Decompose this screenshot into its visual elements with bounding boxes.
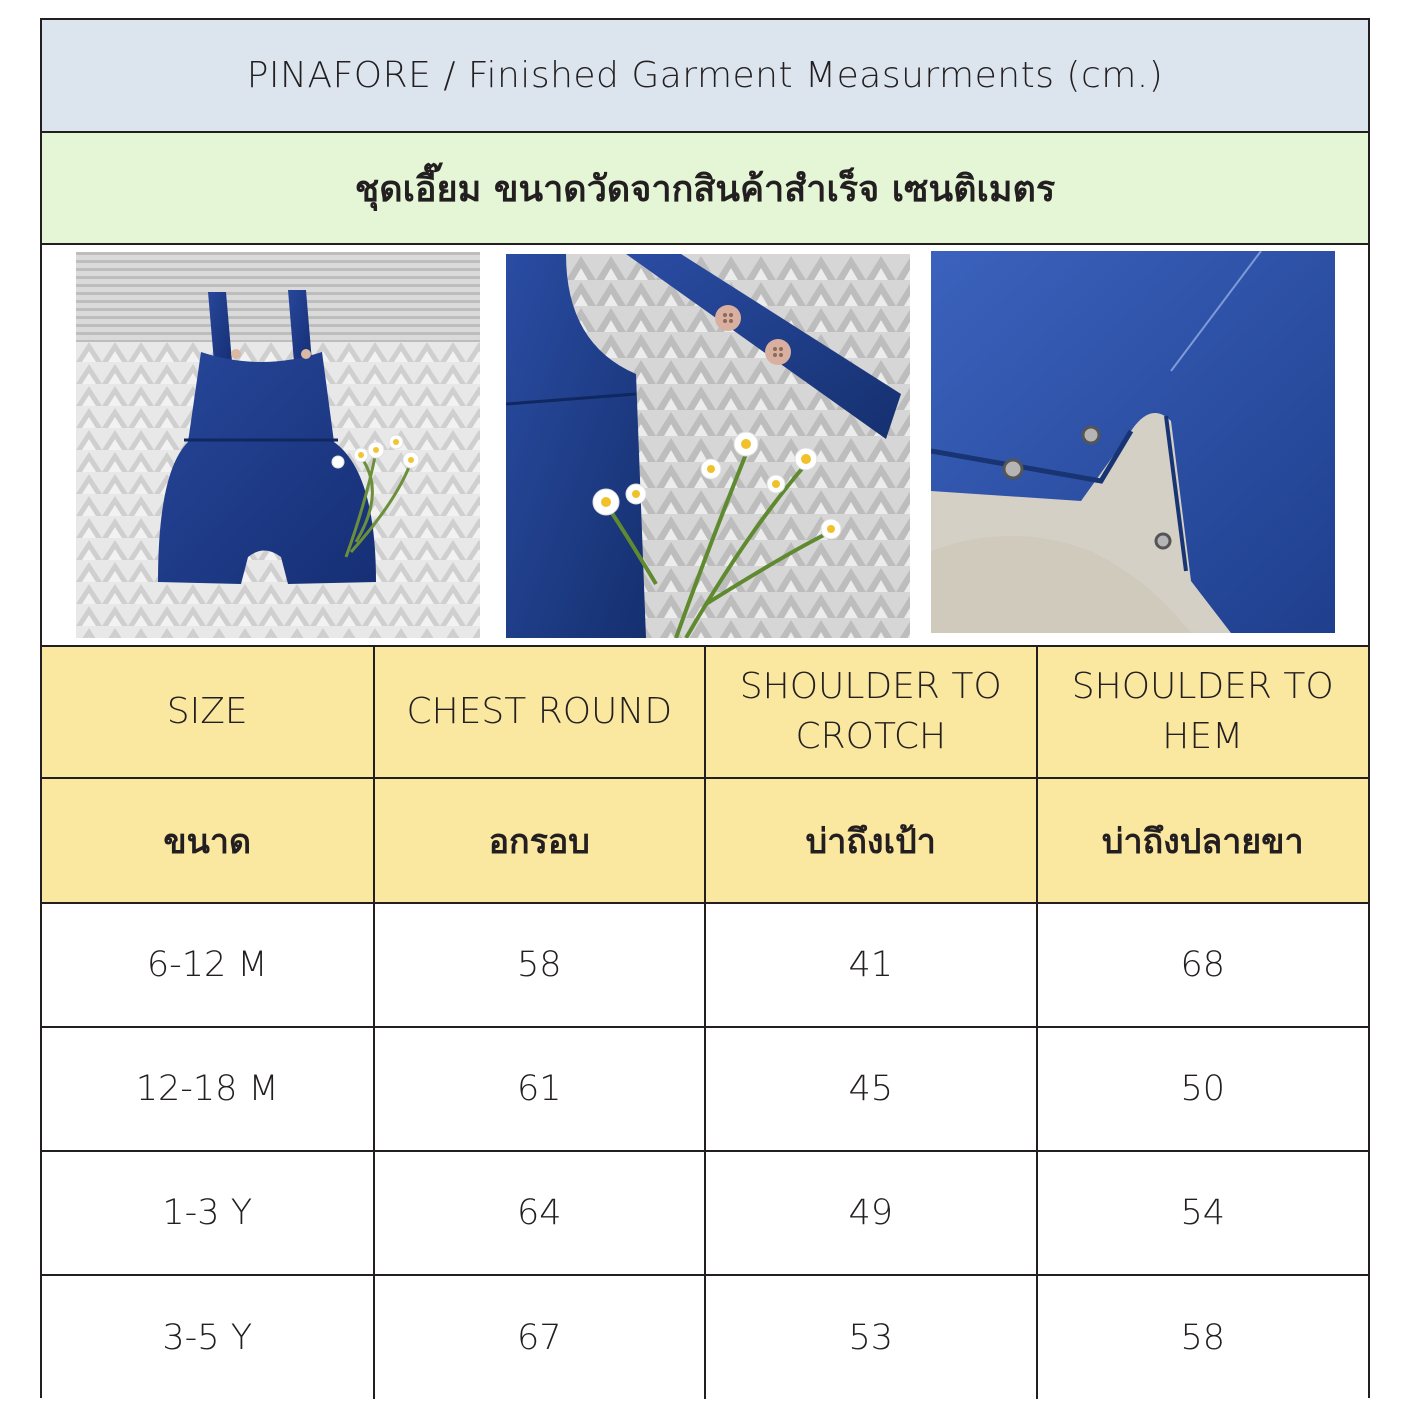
chest-round-cell: 58 xyxy=(374,903,706,1027)
overalls-strap-buttons-photo xyxy=(506,254,910,638)
column-header-size-thai: ขนาด xyxy=(42,778,374,903)
column-header-shoulder-to-crotch-thai: บ่าถึงเป้า xyxy=(705,778,1037,903)
title-thai: ชุดเอี๊ยม ขนาดวัดจากสินค้าสำเร็จ เซนติเมตร xyxy=(42,133,1368,245)
size-cell: 6-12 M xyxy=(42,903,374,1027)
shoulder-to-crotch-cell: 45 xyxy=(705,1027,1037,1151)
size-cell: 12-18 M xyxy=(42,1027,374,1151)
column-header-chest-round: CHEST ROUND xyxy=(374,646,706,778)
shoulder-to-hem-cell: 54 xyxy=(1037,1151,1369,1275)
column-header-shoulder-to-hem-thai: บ่าถึงปลายขา xyxy=(1037,778,1369,903)
product-photos xyxy=(42,245,1368,645)
size-chart xyxy=(40,18,1370,1398)
column-header-shoulder-to-hem: SHOULDER TO HEM xyxy=(1037,646,1369,778)
chest-round-cell: 61 xyxy=(374,1027,706,1151)
table-row xyxy=(42,1027,1368,1151)
chest-round-cell: 64 xyxy=(374,1151,706,1275)
shoulder-to-crotch-cell: 41 xyxy=(705,903,1037,1027)
table-row xyxy=(42,903,1368,1027)
title-english: PINAFORE / Finished Garment Measurments (cm.) xyxy=(42,20,1368,133)
measurement-table xyxy=(42,645,1368,1399)
header-row-english xyxy=(42,646,1368,778)
shoulder-to-hem-cell: 58 xyxy=(1037,1275,1369,1399)
size-cell: 3-5 Y xyxy=(42,1275,374,1399)
column-header-size: SIZE xyxy=(42,646,374,778)
column-header-shoulder-to-crotch: SHOULDER TO CROTCH xyxy=(705,646,1037,778)
header-row-thai xyxy=(42,778,1368,903)
table-row xyxy=(42,1151,1368,1275)
shoulder-to-crotch-cell: 49 xyxy=(705,1151,1037,1275)
shoulder-to-hem-cell: 68 xyxy=(1037,903,1369,1027)
chest-round-cell: 67 xyxy=(374,1275,706,1399)
denim-overalls-flatlay-photo xyxy=(76,252,480,638)
table-row xyxy=(42,1275,1368,1399)
shoulder-to-crotch-cell: 53 xyxy=(705,1275,1037,1399)
shoulder-to-hem-cell: 50 xyxy=(1037,1027,1369,1151)
column-header-chest-round-thai: อกรอบ xyxy=(374,778,706,903)
overalls-snap-buttons-photo xyxy=(931,251,1335,633)
size-cell: 1-3 Y xyxy=(42,1151,374,1275)
